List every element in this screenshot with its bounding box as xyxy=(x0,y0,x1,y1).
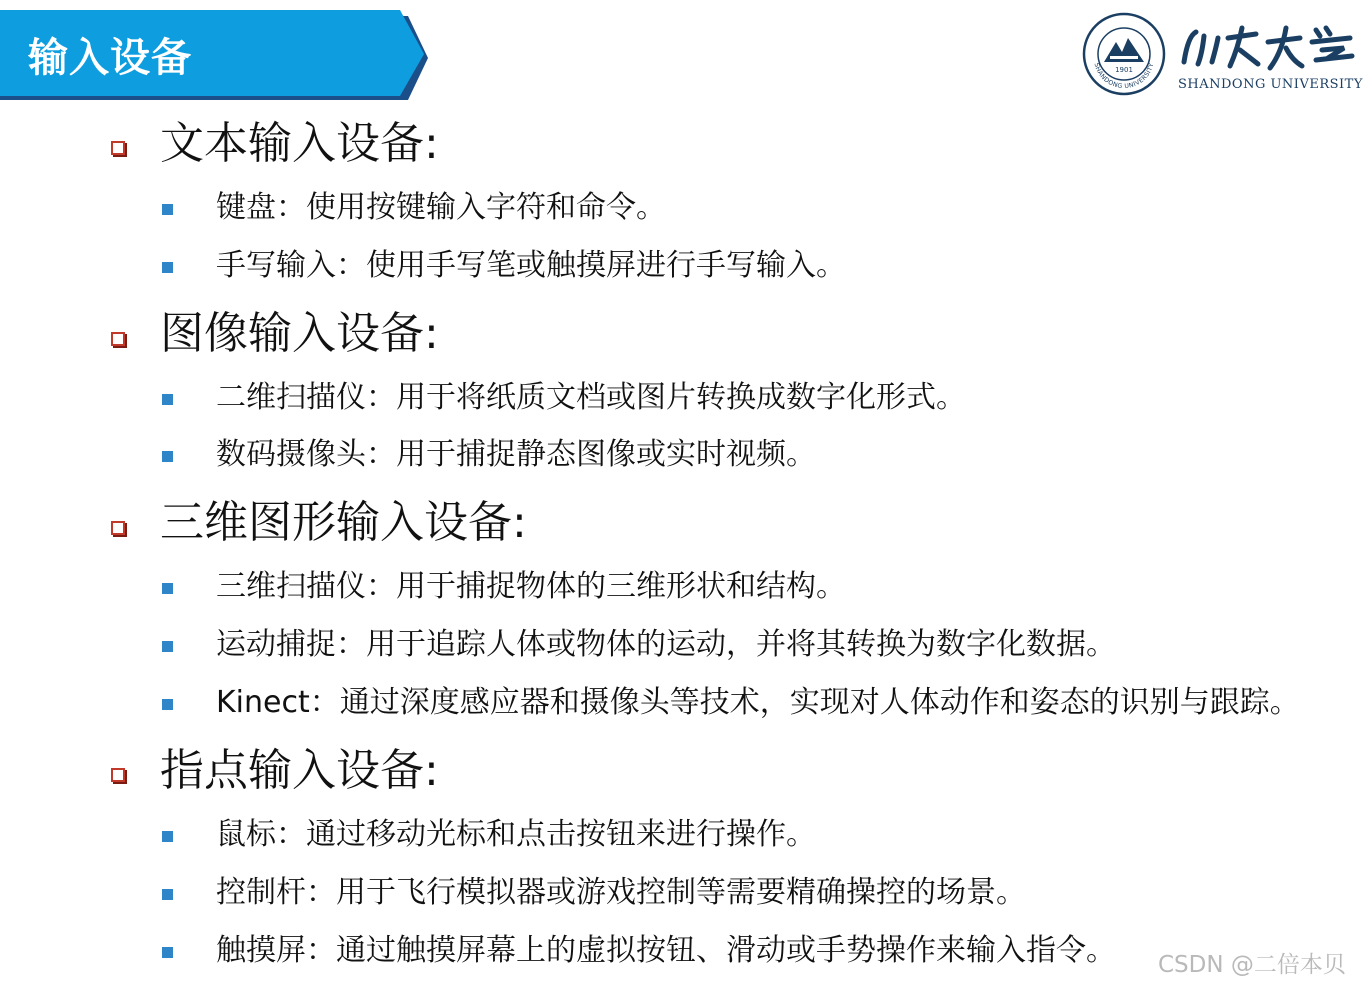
item-bullet-icon xyxy=(162,889,173,900)
section-title-3d-input: 三维图形输入设备: xyxy=(160,497,527,548)
section-title-text-input: 文本输入设备: xyxy=(160,118,439,169)
page-title: 输入设备 xyxy=(28,35,192,81)
list-item: 鼠标：通过移动光标和点击按钮来进行操作。 xyxy=(216,817,816,852)
section-title-image-input: 图像输入设备: xyxy=(160,308,439,359)
list-item: 控制杆：用于飞行模拟器或游戏控制等需要精确操控的场景。 xyxy=(216,875,1026,910)
section-bullet-icon xyxy=(111,141,125,155)
item-bullet-icon xyxy=(162,947,173,958)
university-name-en: SHANDONG UNIVERSITY xyxy=(1178,77,1363,92)
item-bullet-icon xyxy=(162,204,173,215)
list-item: 运动捕捉：用于追踪人体或物体的运动，并将其转换为数字化数据。 xyxy=(216,627,1116,662)
list-item: 键盘：使用按键输入字符和命令。 xyxy=(216,190,666,225)
item-bullet-icon xyxy=(162,831,173,842)
item-bullet-icon xyxy=(162,394,173,405)
item-bullet-icon xyxy=(162,583,173,594)
item-bullet-icon xyxy=(162,262,173,273)
section-title-pointing-input: 指点输入设备: xyxy=(160,745,439,796)
list-item: 三维扫描仪：用于捕捉物体的三维形状和结构。 xyxy=(216,569,846,604)
section-bullet-icon xyxy=(111,768,125,782)
list-item: 手写输入：使用手写笔或触摸屏进行手写输入。 xyxy=(216,248,846,283)
list-item: 数码摄像头：用于捕捉静态图像或实时视频。 xyxy=(216,437,816,472)
list-item: Kinect：通过深度感应器和摄像头等技术，实现对人体动作和姿态的识别与跟踪。 xyxy=(216,685,1300,720)
seal-year: 1901 xyxy=(1115,66,1133,74)
seal-text: SHANDONG UNIVERSITY xyxy=(1092,62,1156,91)
list-item: 触摸屏：通过触摸屏幕上的虚拟按钮、滑动或手势操作来输入指令。 xyxy=(216,933,1116,968)
list-item: 二维扫描仪：用于将纸质文档或图片转换成数字化形式。 xyxy=(216,380,966,415)
section-bullet-icon xyxy=(111,332,125,346)
item-bullet-icon xyxy=(162,451,173,462)
item-bullet-icon xyxy=(162,641,173,652)
section-bullet-icon xyxy=(111,521,125,535)
watermark: CSDN @二倍本贝 xyxy=(1158,952,1346,978)
item-bullet-icon xyxy=(162,699,173,710)
